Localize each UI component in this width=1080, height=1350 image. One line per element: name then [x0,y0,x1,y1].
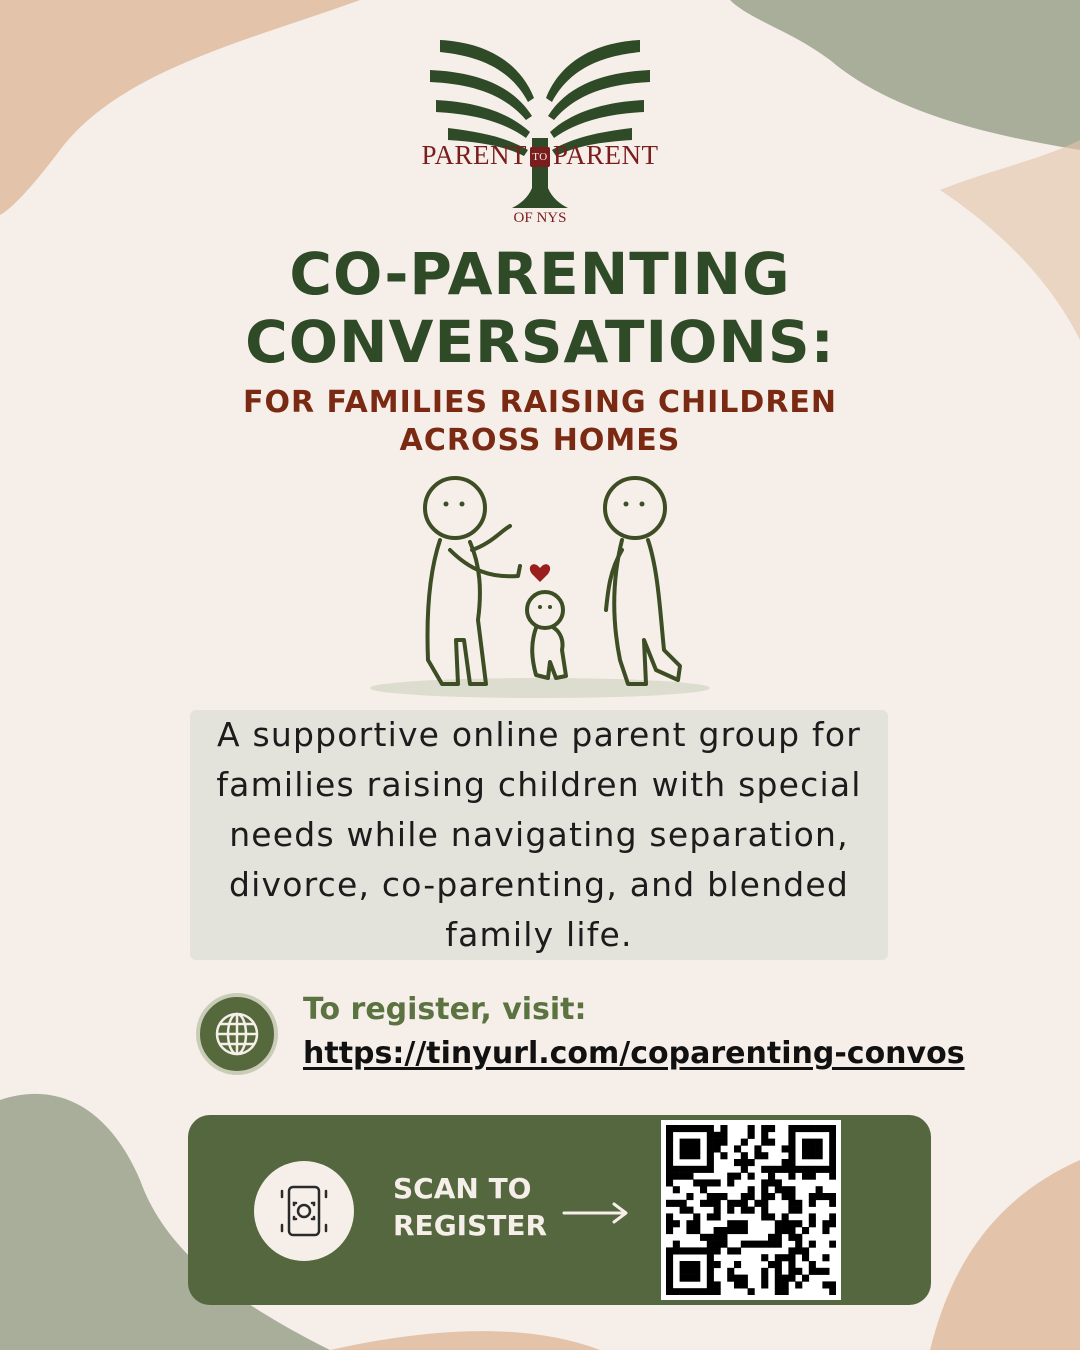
family-illustration [360,470,720,700]
description-text: A supportive online parent group for families raising children with special needs while navigating separation, divorce, co-parenting, and blended family life. [216,715,862,954]
scan-label [393,1170,547,1244]
page-subtitle [0,384,1080,460]
scan-line-1: SCAN TO [393,1172,532,1205]
description-box [190,710,888,960]
logo-wordmark [400,140,680,171]
title-line-2: CONVERSATIONS: [245,308,835,376]
scan-line-2: REGISTER [393,1209,548,1242]
logo-word-left: PARENT [421,140,527,170]
register-link[interactable]: https://tinyurl.com/coparenting-convos [303,1036,965,1071]
arrow-right-icon [562,1201,632,1225]
subtitle-line-2: ACROSS HOMES [399,423,681,458]
qr-code[interactable] [661,1120,841,1300]
logo-word-to: TO [530,147,550,167]
scan-panel [188,1115,931,1305]
globe-icon [196,993,278,1075]
subtitle-line-1: FOR FAMILIES RAISING CHILDREN [242,385,838,420]
logo-word-right: PARENT [553,140,659,170]
phone-scan-icon [254,1161,354,1261]
page-title [0,240,1080,376]
logo-tree-icon [400,28,680,238]
logo-subtitle: OF NYS [513,210,567,226]
register-label: To register, visit: [303,992,587,1027]
title-line-1: CO-PARENTING [289,240,791,308]
